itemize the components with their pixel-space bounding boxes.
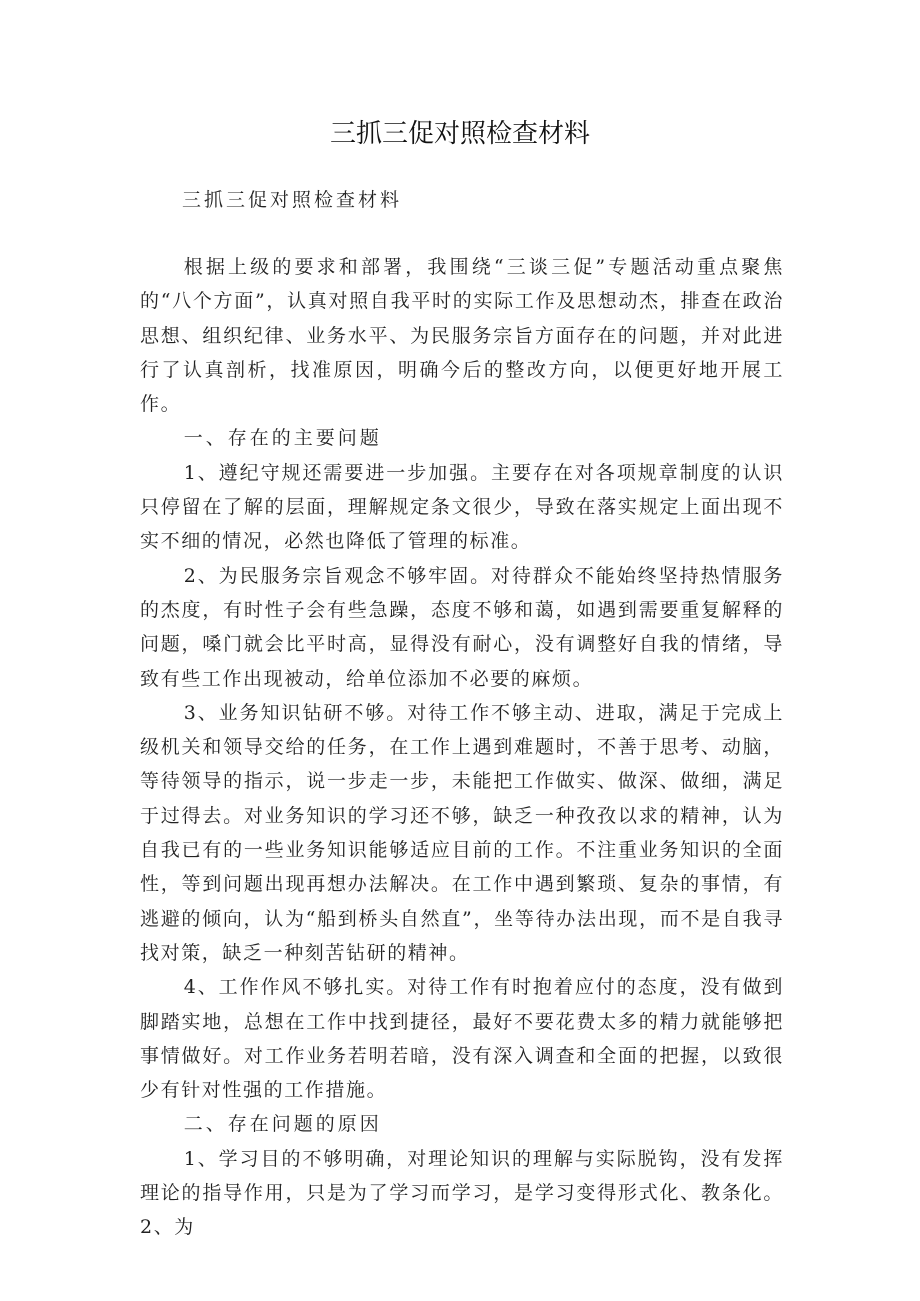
- section-heading-causes: 二、存在问题的原因: [183, 1113, 382, 1136]
- section-heading-main-problems: 一、存在的主要问题: [183, 427, 382, 450]
- document-body: [140, 250, 784, 1245]
- problem-paragraph-3: 3、业务知识钻研不够。对待工作不够主动、进取，满足于完成上级机关和领导交给的任务，在工作上遇到难题时，不善于思考、动脑，等待领导的指示，说一步走一步，未能把工作做实、做深、做细，满足于过得去。对业务知识的学习还不够，缺乏一种孜孜以求的精神，认为自我已有的一些业务知识能够适应目前的工作。不注重业务知识的全面性，等到问题出现再想办法解决。在工作中遇到繁琐、复杂的事情，有逃避的倾向，认为“船到桥头自然直”，坐等待办法出现，而不是自我寻找对策，缺乏一种刻苦钻研的精神。: [140, 701, 784, 964]
- problem-paragraph-4: 4、工作作风不够扎实。对待工作有时抱着应付的态度，没有做到脚踏实地，总想在工作中找到捷径，最好不要花费太多的精力就能够把事情做好。对工作业务若明若暗，没有深入调查和全面的把握，以致很少有针对性强的工作措施。: [140, 976, 784, 1102]
- problem-paragraph-2: 2、为民服务宗旨观念不够牢固。对待群众不能始终坚持热情服务的杰度，有时性子会有些急躁，态度不够和蔼，如遇到需要重复解释的问题，嗓门就会比平时高，显得没有耐心，没有调整好自我的情绪，导致有些工作出现被动，给单位添加不必要的麻烦。: [140, 564, 784, 690]
- document-subtitle: 三抓三促对照检查材料: [182, 189, 403, 211]
- intro-paragraph: 根据上级的要求和部署，我围绕“三谈三促”专题活动重点聚焦的“八个方面”，认真对照自我平时的实际工作及思想动杰，排查在政治思想、组织纪律、业务水平、为民服务宗旨方面存在的问题，并对此进行了认真剖析，找准原因，明确今后的整改方向，以便更好地开展工作。: [140, 256, 784, 416]
- problem-paragraph-1: 1、遵纪守规还需要进一步加强。主要存在对各项规章制度的认识只停留在了解的层面，理解规定条文很少，导致在落实规定上面出现不实不细的情况，必然也降低了管理的标准。: [140, 461, 784, 553]
- page-title: 三抓三促对照检查材料: [329, 119, 590, 149]
- cause-paragraph-1: 1、学习目的不够明确，对理论知识的理解与实际脱钩，没有发挥理论的指导作用，只是为了学习而学习，是学习变得形式化、教条化。2、为: [140, 1147, 784, 1239]
